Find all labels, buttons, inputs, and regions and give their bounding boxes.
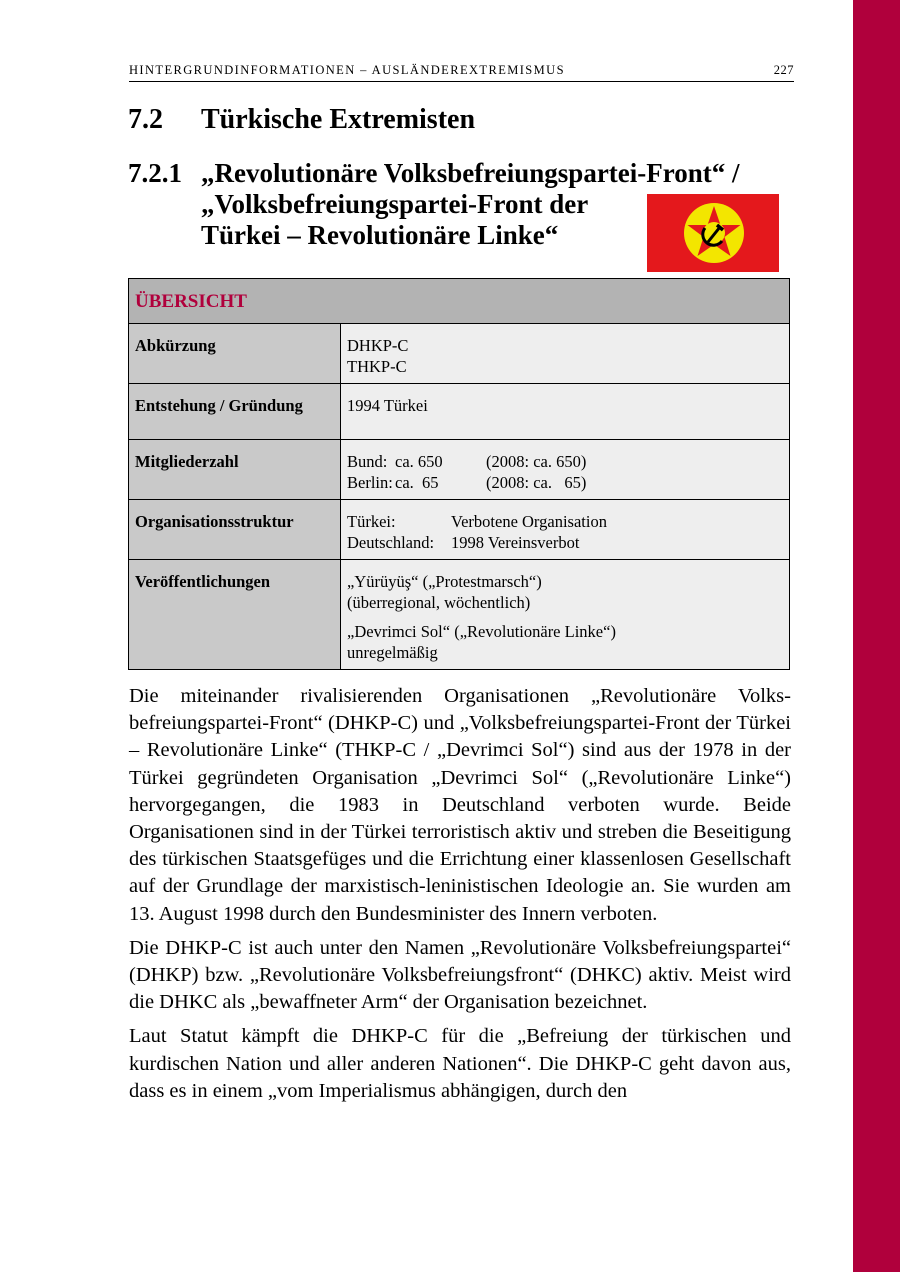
row-value: [341, 500, 790, 560]
row-value: [341, 440, 790, 500]
body-paragraph: Laut Statut kämpft die DHKP-C für die „Befreiung der türkischen und kurdischen Nation und aller anderen Nationen“. Die DHKP-C geht davon aus, dass es in einem „vom Imperialismus abhängigen, durch den: [129, 1025, 791, 1102]
row-value: [341, 324, 790, 384]
section-title: Türkische Extremisten: [201, 104, 476, 135]
row-label: Entstehung / Gründung: [129, 384, 341, 440]
table-row: [129, 440, 790, 500]
structure-line: [347, 511, 783, 532]
body-paragraph: Die miteinander rivalisierenden Organisationen „Revolutionäre Volksbefreiungspartei-Front“ (DHKP-C) und „Volksbefreiungspartei-Front der Türkei – Revolutionäre Linke“ (THKP-C / „Devrimci Sol“) sind aus der 1978 in der Türkei gegründeten Organisation „Devrimci Sol“ („Revolutionäre Linke“) hervorgegangen, die 1983 in Deutschland verboten wurde. Beide Organisationen sind in der Türkei terroristisch aktiv und streben die Beseitigung des türkischen Staatsgefüges und die Errichtung einer klassenlosen Gesellschaft auf der Grundlage der marxistisch-leninistischen Ideologie an. Sie wurden am 13. August 1998 durch den Bundesminister des Innern verboten.: [129, 685, 791, 925]
table-row: [129, 384, 790, 440]
member-count: ca. 650: [395, 452, 443, 471]
structure-line: [347, 532, 783, 553]
accent-sidebar-bar: [853, 0, 900, 1272]
row-value: [341, 384, 790, 440]
row-label: Organisationsstruktur: [129, 500, 341, 560]
member-count: ca. 65: [395, 473, 439, 492]
row-label: Mitgliederzahl: [129, 440, 341, 500]
publication-item: [347, 621, 783, 663]
body-text: [129, 683, 791, 1112]
structure-place: Türkei:: [347, 512, 396, 531]
member-previous: (2008: ca. 65): [486, 473, 587, 492]
publication-item: [347, 571, 783, 613]
row-label: Veröffentlichungen: [129, 560, 341, 670]
overview-heading: ÜBERSICHT: [129, 279, 790, 324]
structure-value: Verbotene Organisation: [451, 512, 607, 531]
table-row: [129, 560, 790, 670]
overview-table: [128, 278, 790, 670]
running-header: [129, 63, 794, 82]
subsection-title-line: „Volksbefreiungspartei-Front der: [201, 189, 589, 219]
member-place: Bund:: [347, 452, 388, 471]
structure-place: Deutschland:: [347, 533, 435, 552]
publication-note: unregelmäßig: [347, 643, 438, 662]
member-line: [347, 451, 783, 472]
body-paragraph: Die DHKP-C ist auch unter den Namen „Revolutionäre Volksbefreiungspartei“ (DHKP) bzw. „Revolutionäre Volksbefreiungsfront“ (DHKC) aktiv. Meist wird die DHKC als „bewaffneter Arm“ der Organisation bezeichnet.: [129, 936, 791, 1014]
red-flag-yellow-star-hammer-sickle-icon: [647, 194, 779, 272]
abbreviation-value: DHKP-C: [347, 336, 409, 355]
subsection-title-line: „Revolutionäre Volksbefreiungspartei-Front“ /: [201, 158, 740, 188]
page-number: 227: [773, 63, 794, 77]
table-row: [129, 500, 790, 560]
row-label: Abkürzung: [129, 324, 341, 384]
publication-note: (überregional, wöchentlich): [347, 593, 531, 612]
founding-value: 1994 Türkei: [347, 396, 428, 415]
structure-value: 1998 Vereinsverbot: [451, 533, 580, 552]
member-previous: (2008: ca. 650): [486, 452, 587, 471]
subsection-title-line: Türkei – Revolutionäre Linke“: [201, 220, 559, 250]
abbreviation-value: THKP-C: [347, 357, 407, 376]
member-line: [347, 472, 783, 493]
publication-title: „Yürüyüş“ („Protestmarsch“): [347, 572, 542, 591]
member-place: Berlin:: [347, 473, 393, 492]
row-value: [341, 560, 790, 670]
section-number: 7.2: [128, 104, 163, 135]
running-header-title: HINTERGRUNDINFORMATIONEN – AUSLÄNDEREXTREMISMUS: [129, 63, 565, 77]
subsection-number: 7.2.1: [128, 158, 182, 188]
publication-title: „Devrimci Sol“ („Revolutionäre Linke“): [347, 622, 616, 641]
table-row: [129, 324, 790, 384]
